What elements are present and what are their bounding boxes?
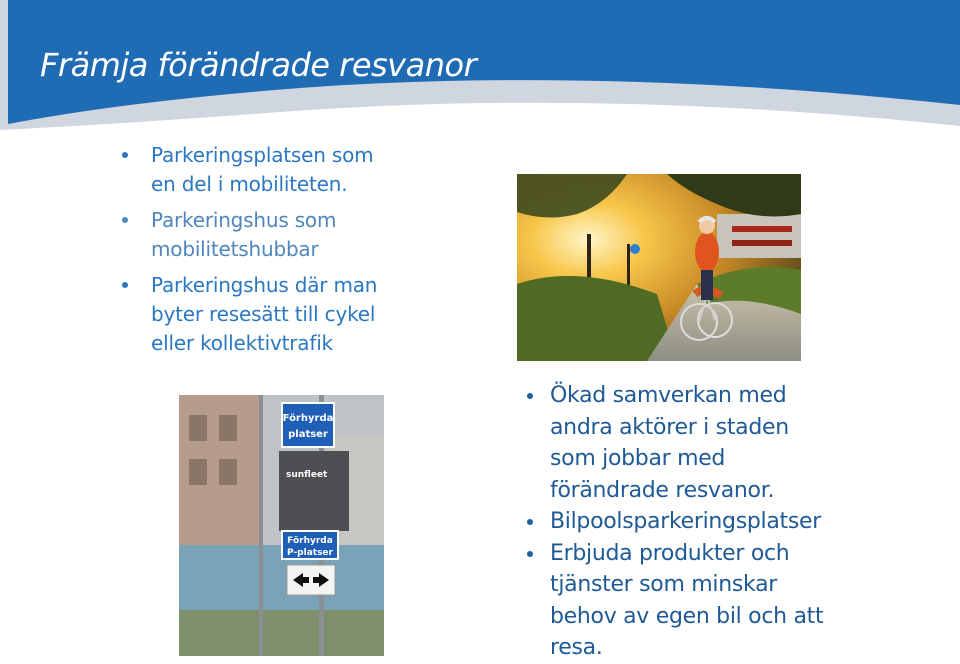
left-bullet-list (122, 141, 422, 365)
bullet-dot-icon (527, 551, 533, 557)
bullet-text: Erbjuda produkter och tjänster som minskar behov av egen bil och att resa. (550, 540, 824, 660)
bullet-text: Parkeringsplatsen som en del i mobiliteten. (151, 143, 374, 196)
bullet-text: Bilpoolsparkeringsplatser (550, 509, 822, 534)
bullet-dot-icon (527, 393, 533, 399)
sign-bottom-line-1: Förhyrda (287, 536, 333, 546)
bullet-text: Parkeringshus där man byter resesätt till cykel eller kollektivtrafik (151, 273, 378, 355)
parking-signs-photo (179, 395, 384, 656)
title-banner (0, 0, 960, 138)
list-item (527, 506, 947, 538)
sunfleet-logo-text: sunfleet (286, 470, 328, 480)
list-item (527, 380, 947, 506)
list-item (122, 271, 422, 358)
cyclist-photo (517, 174, 801, 361)
right-bullet-list (527, 380, 947, 664)
bullet-dot-icon (122, 217, 128, 223)
sign-bottom-line-2: P-platser (287, 548, 333, 558)
list-item (122, 206, 422, 264)
list-item (122, 141, 422, 199)
bullet-text: Parkeringshus som mobilitetshubbar (151, 208, 337, 261)
bullet-dot-icon (122, 282, 128, 288)
list-item (527, 538, 947, 664)
bullet-dot-icon (122, 152, 128, 158)
slide-title: Främja förändrade resvanor (40, 46, 477, 84)
sign-top-line-1: Förhyrda (282, 413, 334, 424)
sign-top-line-2: platser (288, 429, 328, 440)
bullet-dot-icon (527, 519, 533, 525)
bullet-text: Ökad samverkan med andra aktörer i staden som jobbar med förändrade resvanor. (550, 383, 789, 503)
